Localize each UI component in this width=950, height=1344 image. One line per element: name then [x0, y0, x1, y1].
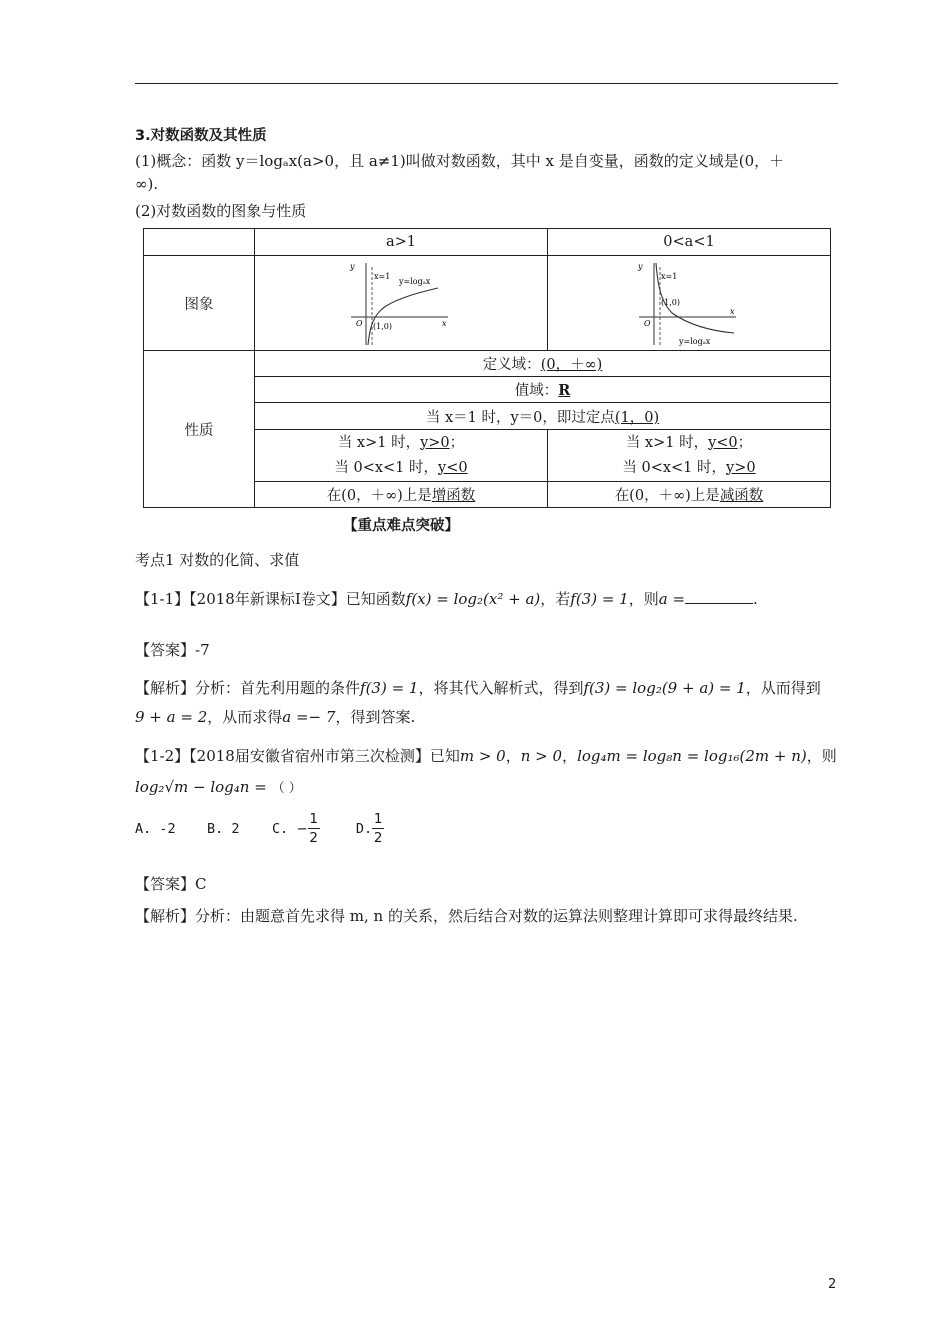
curve-label: y=logₐx — [399, 277, 431, 286]
log-function-table — [143, 228, 831, 508]
increasing-log-graph — [346, 259, 456, 347]
e1-mid: ，将其代入解析式，得到 — [418, 679, 584, 697]
option-d-denominator: 2 — [373, 830, 383, 846]
left-cond-2: 当 0<x<1 时， — [334, 459, 439, 476]
y-axis-label: y — [638, 262, 643, 271]
domain-value: (0，＋∞) — [540, 357, 603, 373]
table-subtitle: (2)对数函数的图象与性质 — [135, 202, 307, 220]
section-title: 3.对数函数及其性质 — [135, 128, 267, 144]
left-cond-1: 当 x>1 时， — [337, 434, 421, 451]
graph-cell-decreasing — [548, 256, 831, 351]
asymptote-label: x=1 — [374, 272, 391, 281]
graph-row-label: 图象 — [144, 256, 255, 351]
question-2-line-1 — [135, 745, 837, 766]
curve-label: y=logₐx — [679, 337, 711, 346]
q2-prefix: 【1-2】【2018届安徽省宿州市第三次检测】已知 — [135, 747, 460, 765]
q1-ask: a = — [658, 590, 686, 608]
q2-sep-1: ， — [505, 747, 521, 765]
left-val-2: y<0 — [438, 459, 468, 476]
fixed-point-cell — [255, 403, 831, 430]
mono-left-value: 增函数 — [431, 488, 476, 504]
decreasing-log-graph — [634, 259, 744, 347]
answer-blank — [685, 589, 753, 604]
fixed-point-value: (1，0) — [614, 409, 660, 426]
option-c: C. — [272, 820, 289, 837]
e1-f2: f(3) = log₂(9 + a) = 1 — [583, 679, 746, 697]
q1-end: . — [753, 590, 758, 608]
concept-line-1: (1)概念：函数 y＝logₐx(a>0，且 a≠1)叫做对数函数，其中 x 是自变量，函数的定义域是(0，＋ — [135, 152, 785, 170]
fixed-point-prefix: 当 x＝1 时，y＝0，即过定点 — [425, 409, 615, 426]
page-number: 2 — [828, 1277, 837, 1292]
explain-2: 【解析】分析：由题意首先求得 m, n 的关系，然后结合对数的运算法则整理计算即可求得最终结果. — [135, 907, 798, 925]
e1-end: ，从而得到 — [745, 679, 821, 697]
domain-prefix: 定义域： — [482, 357, 541, 373]
option-a: A. -2 — [135, 820, 176, 837]
option-b: B. 2 — [207, 820, 240, 837]
mono-prefix-right: 在(0，＋∞)上是 — [614, 488, 720, 504]
option-c-fraction — [308, 810, 320, 847]
e1-l2-f: 9 + a = 2 — [135, 708, 208, 726]
graph-cell-increasing — [255, 256, 548, 351]
options-row — [135, 810, 384, 847]
q1-then: ，则 — [628, 590, 659, 608]
answer-2: 【答案】C — [135, 875, 207, 893]
range-prefix: 值域： — [514, 383, 559, 399]
sign-cell-left: 当 x>1 时，y>0； 当 0<x<1 时，y<0 — [255, 430, 548, 482]
monotonic-cell-right — [548, 482, 831, 508]
e1-l2-end: ，得到答案. — [335, 708, 416, 726]
breakthrough-title: 【重点难点突破】 — [343, 518, 459, 534]
fixed-point-label: (1,0) — [661, 298, 680, 307]
option-c-denominator: 2 — [309, 830, 319, 846]
fixed-point-label: (1,0) — [373, 322, 392, 331]
q2-expression: log₂√m − log₄n = — [135, 778, 267, 796]
q1-prefix: 【1-1】【2018年新课标I卷文】已知函数 — [135, 590, 406, 608]
corner-cell — [144, 229, 255, 256]
question-1 — [135, 588, 758, 609]
explain-1-line-1 — [135, 677, 821, 698]
q2-cond-log: log₄m = log₈n = log₁₆(2m + n) — [577, 747, 807, 765]
domain-cell — [255, 351, 831, 377]
asymptote-label: x=1 — [661, 272, 678, 281]
props-row-label: 性质 — [144, 351, 255, 508]
header-rule — [135, 83, 838, 84]
monotonic-cell-left — [255, 482, 548, 508]
e1-f: f(3) = 1 — [360, 679, 419, 697]
kaodian-title: 考点1 对数的化简、求值 — [135, 551, 300, 569]
right-val-2: y>0 — [726, 459, 756, 476]
origin-label: O — [644, 319, 651, 328]
q1-mid: ，若 — [540, 590, 571, 608]
q2-cond-m: m > 0 — [459, 747, 506, 765]
range-value: R — [558, 382, 571, 399]
q2-sep-2: ， — [562, 747, 578, 765]
question-2-line-2 — [135, 777, 302, 796]
q2-cond-n: n > 0 — [520, 747, 563, 765]
e1-l2-mid: ，从而求得 — [207, 708, 283, 726]
option-c-sign: − — [296, 820, 308, 837]
q2-paren: （ ） — [271, 781, 302, 796]
mono-right-value: 减函数 — [719, 488, 764, 504]
q1-formula: f(x) = log₂(x² + a) — [405, 590, 541, 608]
range-cell — [255, 377, 831, 403]
col-header-a-lt-1: 0<a<1 — [548, 229, 831, 256]
right-val-1: y<0 — [708, 434, 738, 451]
q1-condition: f(3) = 1 — [570, 590, 629, 608]
option-c-numerator: 1 — [309, 811, 319, 827]
right-cond-2: 当 0<x<1 时， — [622, 459, 727, 476]
col-header-a-gt-1: a>1 — [255, 229, 548, 256]
right-cond-1: 当 x>1 时， — [625, 434, 709, 451]
concept-line-2: ∞). — [135, 175, 159, 193]
left-val-1: y>0 — [420, 434, 450, 451]
e1-prefix: 【解析】分析：首先利用题的条件 — [135, 679, 361, 697]
answer-1: 【答案】-7 — [135, 641, 210, 659]
mono-prefix-left: 在(0，＋∞)上是 — [326, 488, 432, 504]
x-axis-label: x — [442, 319, 447, 328]
option-d-numerator: 1 — [373, 811, 383, 827]
option-d-fraction — [372, 810, 384, 847]
explain-1-line-2 — [135, 706, 415, 727]
origin-label: O — [356, 319, 363, 328]
sign-cell-right: 当 x>1 时，y<0； 当 0<x<1 时，y>0 — [548, 430, 831, 482]
option-d: D. — [355, 820, 373, 837]
e1-l2-f2: a =− 7 — [282, 708, 336, 726]
x-axis-label: x — [730, 307, 735, 316]
y-axis-label: y — [350, 262, 355, 271]
q2-then: ，则 — [806, 747, 837, 765]
